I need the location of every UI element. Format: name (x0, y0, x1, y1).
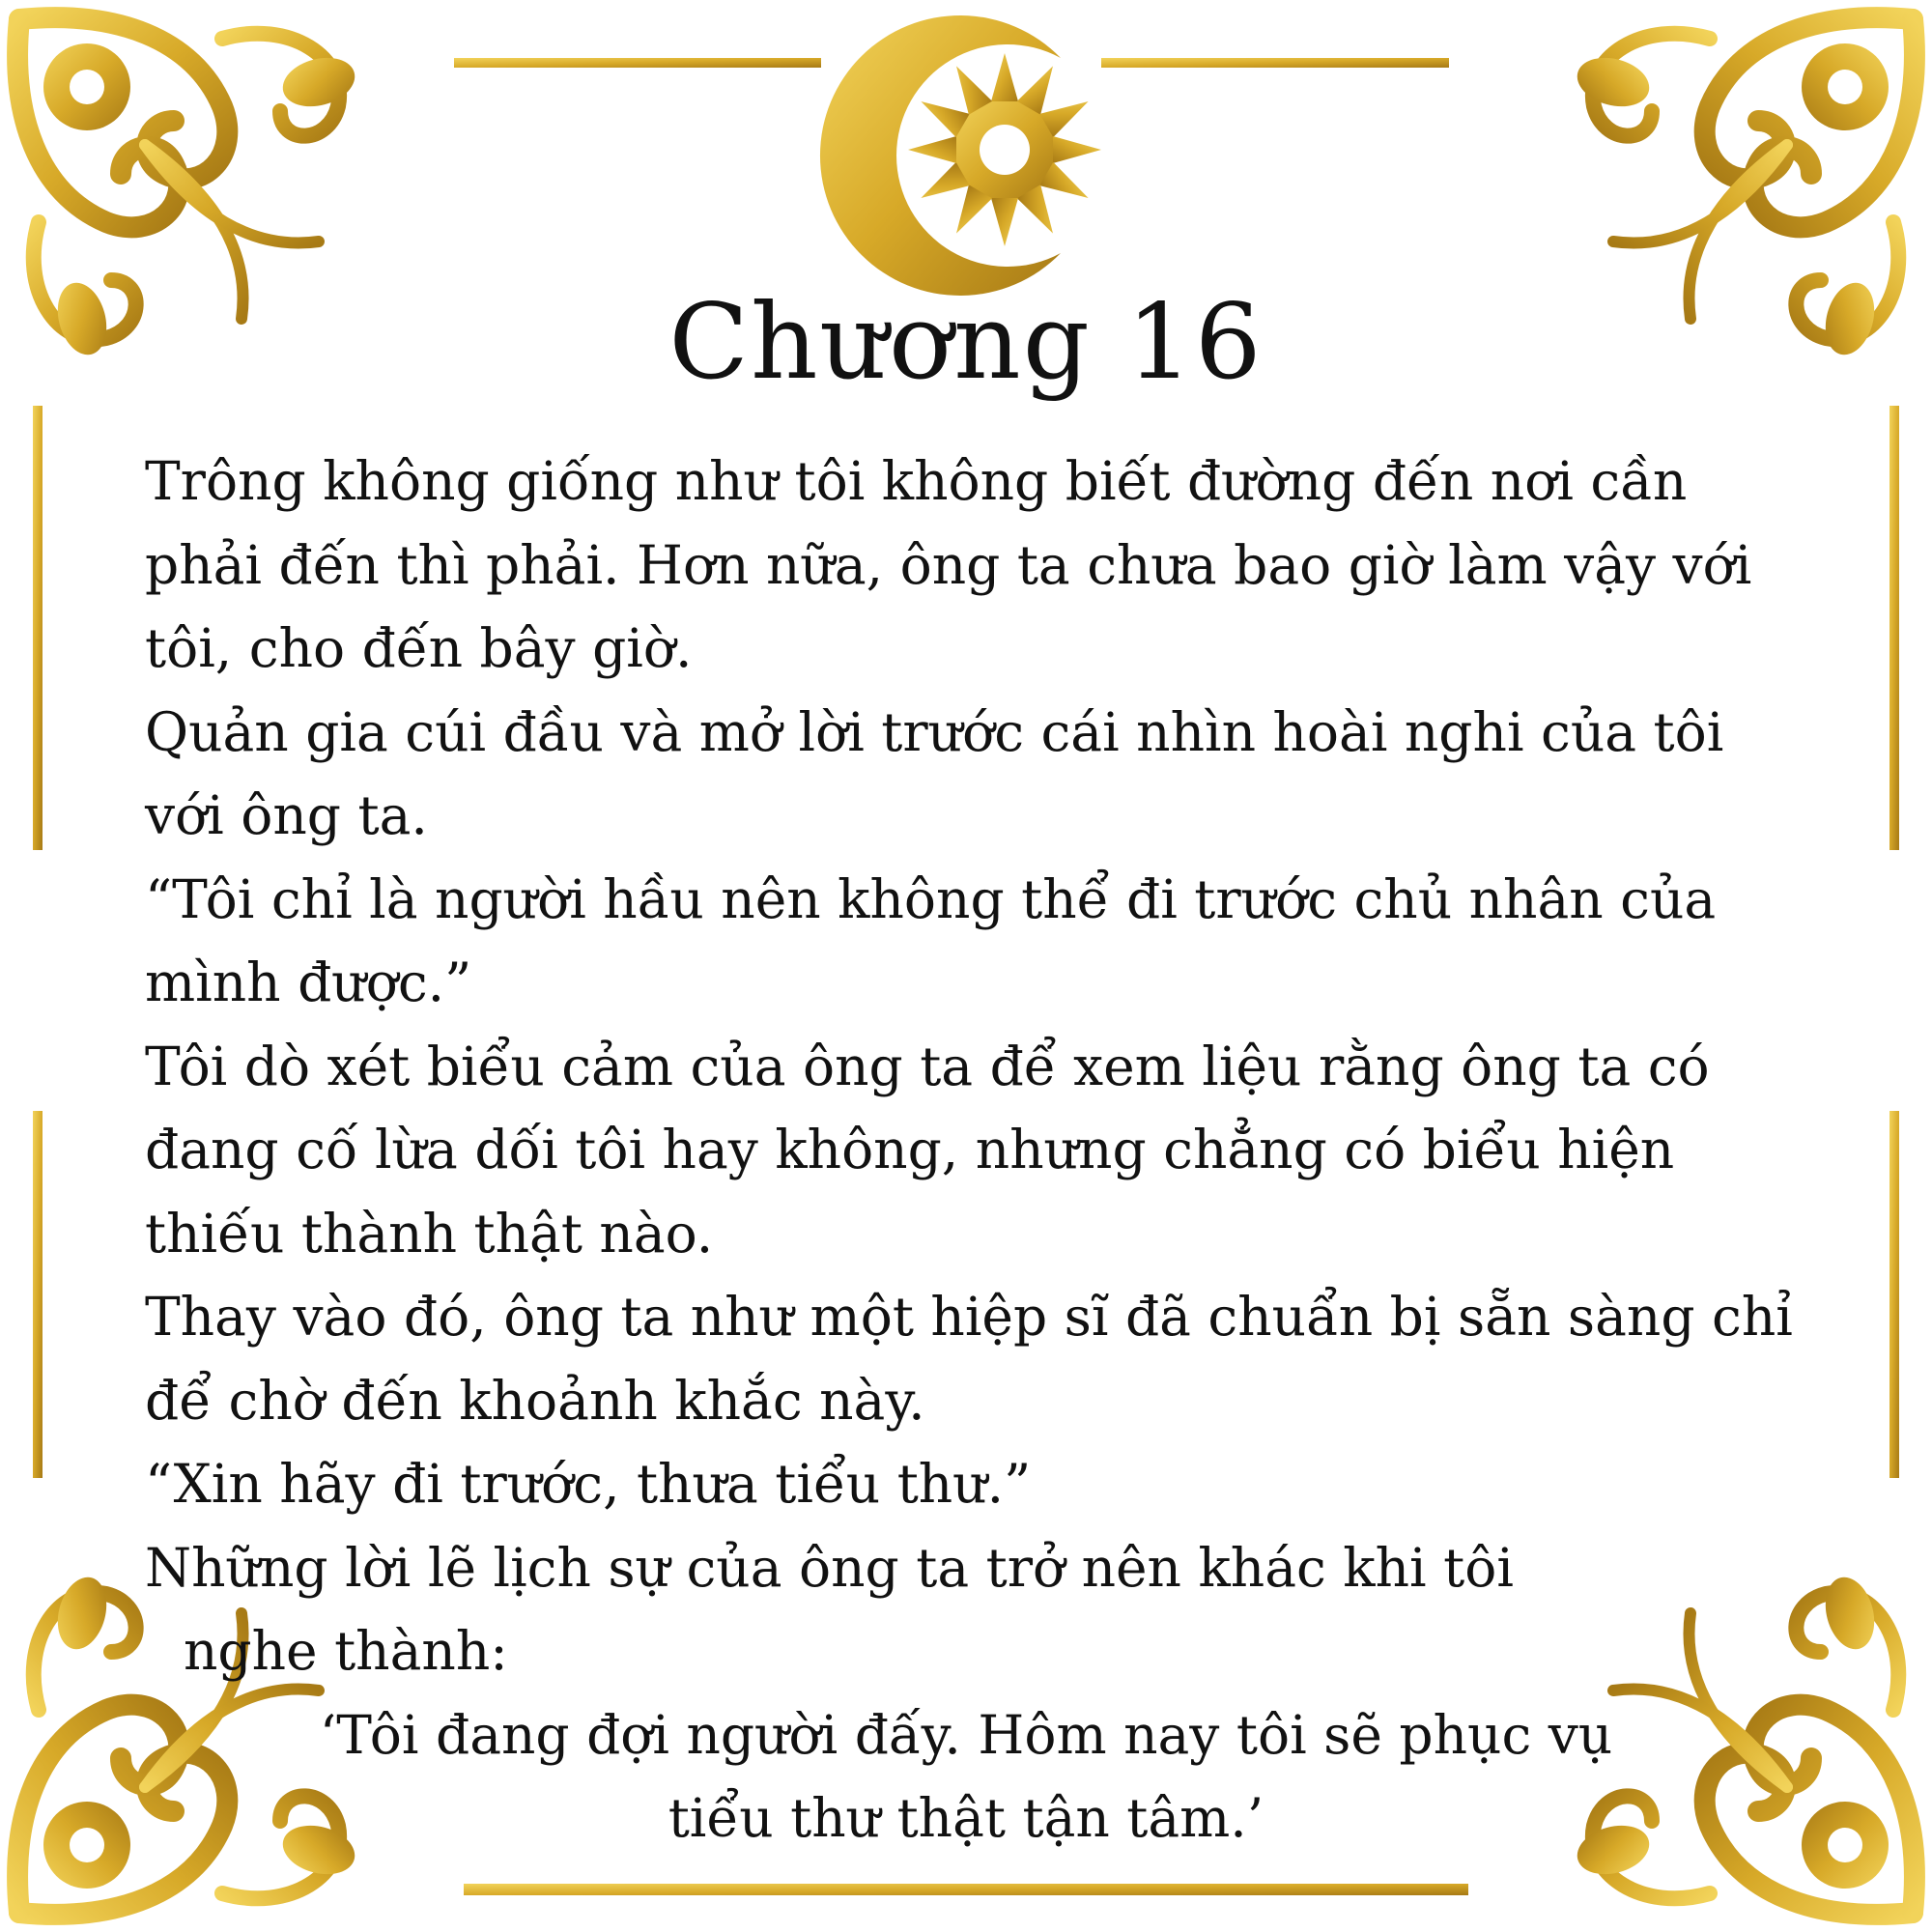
body-line: với ông ta. (145, 784, 428, 846)
body-line: phải đến thì phải. Hơn nữa, ông ta chưa bao giờ làm vậy với (145, 533, 1752, 596)
body-line: Thay vào đó, ông ta như một hiệp sĩ đã chuẩn bị sẵn sàng chỉ (145, 1286, 1793, 1348)
body-line: đang cố lừa dối tôi hay không, nhưng chẳng có biểu hiện (145, 1119, 1675, 1180)
chapter-body (145, 440, 1874, 1861)
body-line: Tôi dò xét biểu cảm của ông ta để xem liệu rằng ông ta có (145, 1035, 1710, 1097)
body-line: tôi, cho đến bây giờ. (145, 617, 693, 679)
body-line: thiếu thành thật nào. (145, 1202, 714, 1264)
body-line: Trông không giống như tôi không biết đường đến nơi cần (145, 450, 1688, 512)
chapter-title: Chương 16 (668, 282, 1264, 403)
body-line: nghe thành: (184, 1620, 508, 1682)
body-line: Những lời lẽ lịch sự của ông ta trở nên khác khi tôi (145, 1536, 1514, 1599)
body-line: “Tôi chỉ là người hầu nên không thể đi trước chủ nhân của (145, 867, 1717, 930)
body-line: Quản gia cúi đầu và mở lời trước cái nhìn hoài nghi của tôi (145, 700, 1724, 763)
body-line-centered: tiểu thư thật tận tâm.’ (668, 1787, 1264, 1849)
body-line: “Xin hãy đi trước, thưa tiểu thư.” (145, 1453, 1032, 1515)
body-line-centered: ‘Tôi đang đợi người đấy. Hôm nay tôi sẽ phục vụ (319, 1703, 1613, 1766)
crescent-moon-sun-emblem (820, 15, 1101, 296)
body-line: mình được.” (145, 952, 472, 1013)
body-line: để chờ đến khoảnh khắc này. (145, 1369, 925, 1432)
